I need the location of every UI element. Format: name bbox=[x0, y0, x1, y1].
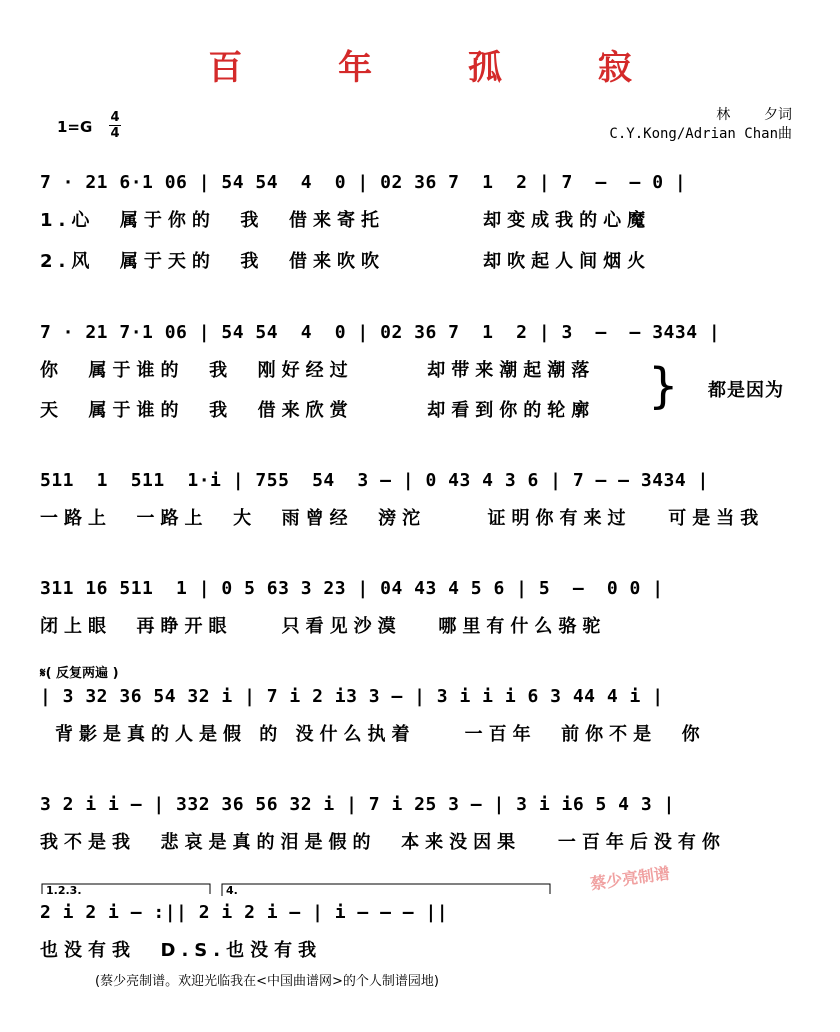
lyric-line: 你 属于谁的 我 刚好经过 却带来潮起潮落 bbox=[40, 360, 596, 381]
notation-line: 7 · 21 7·1 06 | 54 54 4 0 | 02 36 7 1 2 | 3 — — 3434 | bbox=[40, 322, 721, 343]
lyric-line: 也没有我 D.S.也没有我 bbox=[40, 940, 323, 961]
brace-icon: } bbox=[648, 358, 679, 414]
lyric-line: 一路上 一路上 大 雨曾经 滂沱 证明你有来过 可是当我 bbox=[40, 508, 765, 529]
lyric-line: 我不是我 悲哀是真的泪是假的 本来没因果 一百年后没有你 bbox=[40, 832, 726, 853]
lyric-line: 闭上眼 再睁开眼 只看见沙漠 哪里有什么骆驼 bbox=[40, 616, 607, 637]
volta-second: 4. bbox=[226, 884, 238, 897]
notation-line: 2 i 2 i — :|| 2 i 2 i — | i — — — || bbox=[40, 902, 449, 923]
lyric-line: 1.心 属于你的 我 借来寄托 却变成我的心魔 bbox=[40, 210, 652, 231]
lyric-line: 2.风 属于天的 我 借来吹吹 却吹起人间烟火 bbox=[40, 251, 652, 272]
time-sig-bottom: 4 bbox=[110, 126, 120, 141]
segno-marker: 𝄋( 反复两遍 ) bbox=[40, 666, 119, 681]
lyric-line: 背影是真的人是假 的 没什么执着 一百年 前你不是 你 bbox=[55, 724, 706, 745]
watermark: 蔡少亮制谱 bbox=[589, 863, 672, 894]
notation-line: 311 16 511 1 | 0 5 63 3 23 | 04 43 4 5 6 | 5 — 0 0 | bbox=[40, 578, 664, 599]
key-signature: 1=G bbox=[57, 118, 93, 136]
footer-credit: (蔡少亮制谱。欢迎光临我在<中国曲谱网>的个人制谱园地) bbox=[95, 974, 439, 989]
notation-line: 7 · 21 6·1 06 | 54 54 4 0 | 02 36 7 1 2 | 7 — — 0 | bbox=[40, 172, 687, 193]
lyricist: 林 夕词 bbox=[716, 107, 792, 123]
notation-line: | 3 32 36 54 32 i | 7 i 2 i3 3 — | 3 i i i 6 3 44 4 i | bbox=[40, 686, 664, 707]
song-title: 百 年 孤 寂 bbox=[208, 48, 674, 88]
composer: C.Y.Kong/Adrian Chan曲 bbox=[609, 126, 792, 142]
time-sig-top: 4 bbox=[110, 110, 120, 125]
lyric-line: 天 属于谁的 我 借来欣赏 却看到你的轮廓 bbox=[40, 400, 596, 421]
volta-first: 1.2.3. bbox=[46, 884, 82, 897]
notation-line: 3 2 i i — | 332 36 56 32 i | 7 i 25 3 — | 3 i i6 5 4 3 | bbox=[40, 794, 675, 815]
notation-line: 511 1 511 1·i | 755 54 3 — | 0 43 4 3 6 | 7 — — 3434 | bbox=[40, 470, 709, 491]
time-signature bbox=[107, 110, 123, 141]
side-note: 都是因为 bbox=[708, 380, 784, 401]
credits bbox=[609, 106, 792, 144]
